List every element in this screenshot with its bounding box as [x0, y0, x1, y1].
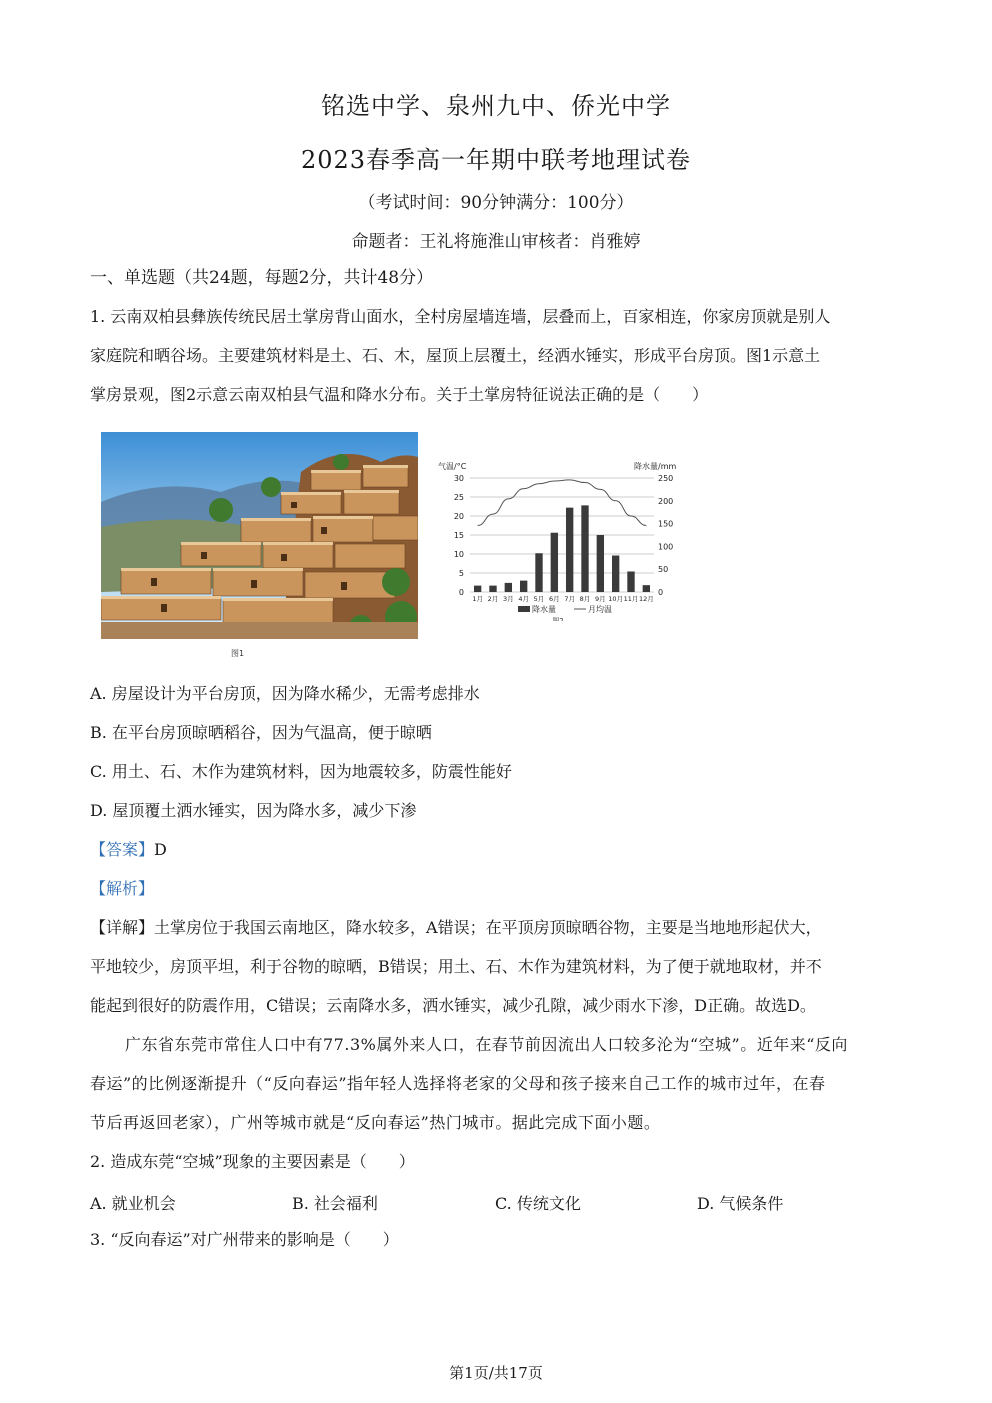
answer-row: [90, 840, 910, 860]
precip-bar: [474, 586, 481, 592]
temp-tick-label: 5: [458, 569, 464, 578]
section-heading: 一、单选题（共24题，每题2分，共计48分）: [90, 268, 434, 288]
left-axis-label: 气温/°C: [438, 462, 467, 471]
q1-stem-line2: 家庭院和晒谷场。主要建筑材料是土、石、木，屋顶上层覆土，经洒水锤实，形成平台房顶。图1示意土: [90, 346, 821, 365]
precip-bar: [520, 581, 527, 592]
temperature-line: [478, 480, 647, 526]
detail-line2: 平地较少，房顶平坦，利于谷物的晾晒，B错误；用土、石、木作为建筑材料，为了便于就地取材，并不: [90, 957, 822, 976]
detail-label: 【详解】: [90, 918, 155, 937]
q1-stem-line3: 掌房景观，图2示意云南双柏县气温和降水分布。关于土掌房特征说法正确的是（ ）: [90, 385, 709, 404]
temp-tick-label: 20: [453, 512, 464, 521]
precip-bar: [535, 553, 542, 592]
figure2-caption: 图2: [552, 617, 564, 621]
figure2-climate-chart: [432, 456, 692, 621]
q2-option-c: C. 传统文化: [495, 1194, 581, 1213]
month-tick-label: 3月: [503, 595, 514, 603]
village-illustration: [101, 432, 418, 639]
q2-option-d: D. 气候条件: [697, 1194, 784, 1213]
q2-option-b: B. 社会福利: [292, 1194, 378, 1213]
month-tick-label: 10月: [608, 595, 624, 603]
q1-option-d: D. 屋顶覆土洒水锤实，因为降水多，减少下渗: [90, 801, 417, 820]
figure1-photo: [101, 432, 418, 639]
month-tick-label: 9月: [595, 595, 606, 603]
right-axis-label: 降水量/mm: [634, 462, 677, 471]
q1-stem-line1: 1. 云南双柏县彝族传统民居土掌房背山面水，全村房屋墙连墙，层叠而上，百家相连，你家房顶就是别人: [90, 307, 831, 326]
title-line1: 铭选中学、泉州九中、侨光中学: [321, 92, 671, 120]
detail-line1: [90, 918, 910, 938]
month-tick-label: 1月: [472, 595, 483, 603]
passage-line1: 广东省东莞市常住人口中有77.3%属外来人口，在春节前因流出人口较多沦为“空城”。近年来“反向: [125, 1035, 848, 1054]
precip-tick-label: 250: [658, 474, 674, 483]
temp-tick-label: 0: [458, 588, 464, 597]
figure1-caption: 图1: [231, 649, 245, 658]
temp-tick-label: 15: [453, 531, 464, 540]
month-tick-label: 11月: [623, 595, 639, 603]
q1-option-c: C. 用土、石、木作为建筑材料，因为地震较多，防震性能好: [90, 762, 512, 781]
q3-stem: 3. “反向春运”对广州带来的影响是（ ）: [90, 1230, 399, 1249]
title-line2: 2023春季高一年期中联考地理试卷: [300, 146, 692, 174]
precip-bar: [627, 571, 634, 592]
month-tick-label: 7月: [564, 595, 575, 603]
precip-bar: [597, 535, 604, 592]
precip-bar: [643, 585, 650, 592]
precip-tick-label: 0: [658, 588, 664, 597]
answer-value: D: [154, 840, 167, 859]
temp-tick-label: 25: [453, 493, 464, 502]
authors: 命题者：王礼将施淮山审核者：肖雅婷: [351, 232, 641, 252]
precip-bar: [612, 556, 619, 592]
month-tick-label: 5月: [533, 595, 545, 603]
precip-tick-label: 200: [658, 496, 674, 506]
answer-label: 【答案】: [90, 840, 155, 859]
temp-tick-label: 30: [453, 474, 464, 483]
legend-label-precip: 降水量: [532, 605, 556, 614]
precip-tick-label: 150: [658, 519, 674, 529]
temp-tick-label: 10: [453, 550, 464, 559]
precip-bar: [505, 583, 512, 592]
month-tick-label: 4月: [518, 595, 529, 603]
passage-line3: 节后再返回老家），广州等城市就是“反向春运”热门城市。据此完成下面小题。: [90, 1113, 661, 1132]
detail-line3: 能起到很好的防震作用，C错误；云南降水多，洒水锤实，减少孔隙，减少雨水下渗，D正确。故选D。: [90, 996, 816, 1015]
passage-line2: 春运”的比例逐渐提升（“反向春运”指年轻人选择将老家的父母和孩子接来自己工作的城市过年，在春: [90, 1074, 826, 1093]
analysis-label: 【解析】: [90, 879, 155, 898]
precip-bar: [551, 533, 558, 592]
q2-stem: 2. 造成东莞“空城”现象的主要因素是（ ）: [90, 1152, 415, 1171]
climate-chart-svg: [432, 456, 692, 621]
q2-option-a: A. 就业机会: [90, 1194, 176, 1213]
precip-tick-label: 50: [658, 565, 669, 575]
legend-label-temp: 月均温: [588, 605, 612, 614]
q1-option-a: A. 房屋设计为平台房顶，因为降水稀少，无需考虑排水: [90, 684, 480, 703]
detail-text1: 土掌房位于我国云南地区，降水较多，A错误；在平顶房顶晾晒谷物，主要是当地地形起伏大，: [154, 918, 822, 937]
exam-info: （考试时间：90分钟满分：100分）: [358, 193, 634, 213]
q2-options: [90, 1191, 910, 1213]
precip-bar: [581, 505, 588, 592]
q1-option-b: B. 在平台房顶晾晒稻谷，因为气温高，便于晾晒: [90, 723, 432, 742]
precip-bar: [489, 586, 496, 592]
month-tick-label: 12月: [638, 595, 654, 603]
legend-swatch-precip: [518, 606, 530, 612]
month-tick-label: 8月: [579, 595, 591, 603]
month-tick-label: 2月: [487, 595, 499, 603]
month-tick-label: 6月: [549, 595, 560, 603]
precip-bar: [566, 508, 573, 592]
page-footer: 第1页/共17页: [449, 1364, 543, 1382]
precip-tick-label: 100: [658, 542, 674, 552]
